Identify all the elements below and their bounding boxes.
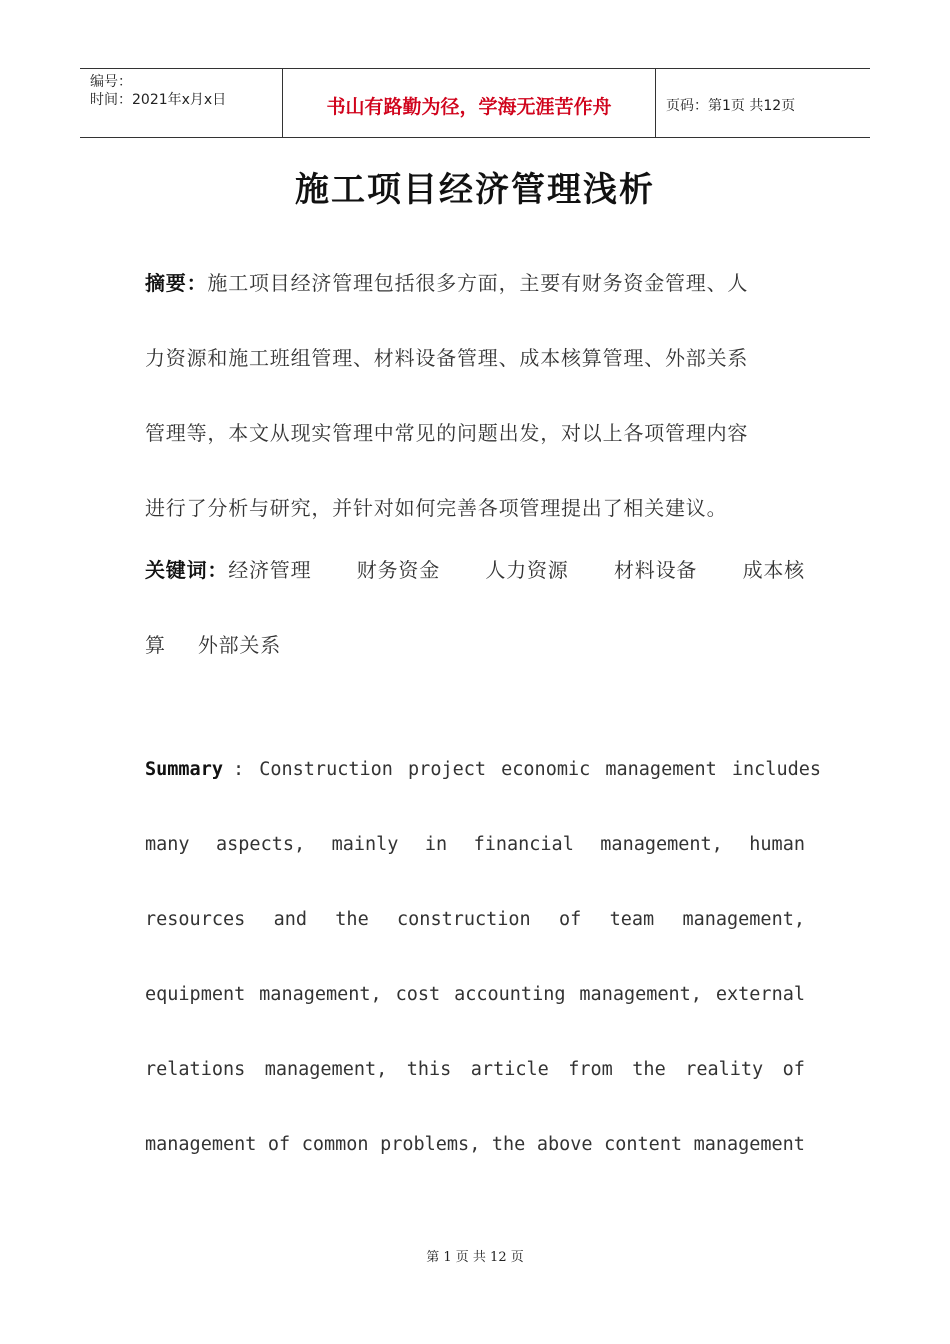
header-page-info: 页码：第1页 共12页 bbox=[666, 98, 796, 114]
summary-word: the bbox=[491, 1134, 526, 1155]
summary-word: cost bbox=[395, 984, 441, 1005]
keywords-line bbox=[145, 555, 805, 630]
summary-word: relations bbox=[145, 1059, 246, 1080]
summary-word: from bbox=[568, 1059, 613, 1080]
keyword: 成本核 bbox=[742, 558, 805, 582]
summary-word: financial bbox=[473, 834, 574, 855]
keywords-section bbox=[145, 555, 805, 705]
summary-word: management, bbox=[682, 909, 805, 930]
keyword-group-1 bbox=[145, 555, 311, 630]
summary-word: of bbox=[782, 1059, 805, 1080]
abstract-line: 进行了分析与研究，并针对如何完善各项管理提出了相关建议。 bbox=[145, 496, 728, 520]
abstract-line: 摘要：施工项目经济管理包括很多方面，主要有财务资金管理、人 bbox=[145, 271, 749, 295]
keyword: 财务资金 bbox=[356, 558, 440, 582]
page-footer: 第 1 页 共 12 页 bbox=[426, 1250, 524, 1265]
abstract-label: 摘要： bbox=[145, 271, 208, 295]
summary-word: management, bbox=[600, 834, 723, 855]
summary-word: the bbox=[335, 909, 369, 930]
summary-word: management, bbox=[579, 984, 702, 1005]
summary-word: article bbox=[470, 1059, 549, 1080]
summary-word: content bbox=[604, 1134, 683, 1155]
header-motto: 书山有路勤为径，学海无涯苦作舟 bbox=[282, 69, 656, 137]
number-label: 编号： bbox=[90, 74, 132, 90]
summary-word: the bbox=[632, 1059, 666, 1080]
summary-word: and bbox=[273, 909, 307, 930]
summary-word: external bbox=[715, 984, 805, 1005]
keywords-label: 关键词： bbox=[145, 558, 229, 582]
summary-word: equipment bbox=[145, 984, 246, 1005]
summary-word: common bbox=[301, 1134, 369, 1155]
summary-line: Summary : Construction project economic management includes bbox=[145, 755, 805, 830]
summary-line bbox=[145, 980, 805, 1055]
summary-word: resources bbox=[145, 909, 246, 930]
summary-word: accounting bbox=[454, 984, 566, 1005]
summary-word: in bbox=[424, 834, 448, 855]
abstract-section bbox=[145, 268, 805, 568]
summary-word: mainly bbox=[331, 834, 399, 855]
document-title: 施工项目经济管理浅析 bbox=[295, 170, 655, 210]
summary-word: team bbox=[609, 909, 655, 930]
keyword: 算 bbox=[145, 633, 166, 657]
keyword: 材料设备 bbox=[613, 558, 698, 582]
keyword: 经济管理 bbox=[228, 558, 312, 582]
keyword: 人力资源 bbox=[485, 558, 569, 582]
summary-word: human bbox=[749, 834, 805, 855]
keyword: 外部关系 bbox=[197, 633, 282, 657]
summary-word: of bbox=[559, 909, 582, 930]
summary-line bbox=[145, 830, 805, 905]
summary-word: management, bbox=[259, 984, 382, 1005]
summary-word: management bbox=[693, 1134, 805, 1155]
summary-word: management, bbox=[264, 1059, 388, 1080]
time-label: 时间：2021年x月x日 bbox=[90, 92, 227, 108]
summary-line bbox=[145, 1130, 805, 1205]
summary-word: management bbox=[145, 1134, 257, 1155]
summary-line bbox=[145, 905, 805, 980]
summary-word: many bbox=[145, 834, 190, 855]
summary-word: construction bbox=[397, 909, 531, 930]
summary-word: above bbox=[536, 1134, 593, 1155]
summary-label: Summary bbox=[145, 759, 223, 780]
summary-word: this bbox=[406, 1059, 452, 1080]
document-header bbox=[80, 68, 870, 138]
header-meta bbox=[80, 69, 282, 137]
summary-word: problems, bbox=[380, 1134, 481, 1155]
summary-word: reality bbox=[685, 1059, 764, 1080]
summary-word: aspects, bbox=[216, 834, 306, 855]
summary-word: of bbox=[267, 1134, 291, 1155]
summary-line bbox=[145, 1055, 805, 1130]
summary-section bbox=[145, 755, 822, 1205]
abstract-line: 力资源和施工班组管理、材料设备管理、成本核算管理、外部关系 bbox=[145, 346, 749, 370]
keywords-line bbox=[145, 630, 805, 705]
abstract-line: 管理等，本文从现实管理中常见的问题出发，对以上各项管理内容 bbox=[145, 421, 749, 445]
